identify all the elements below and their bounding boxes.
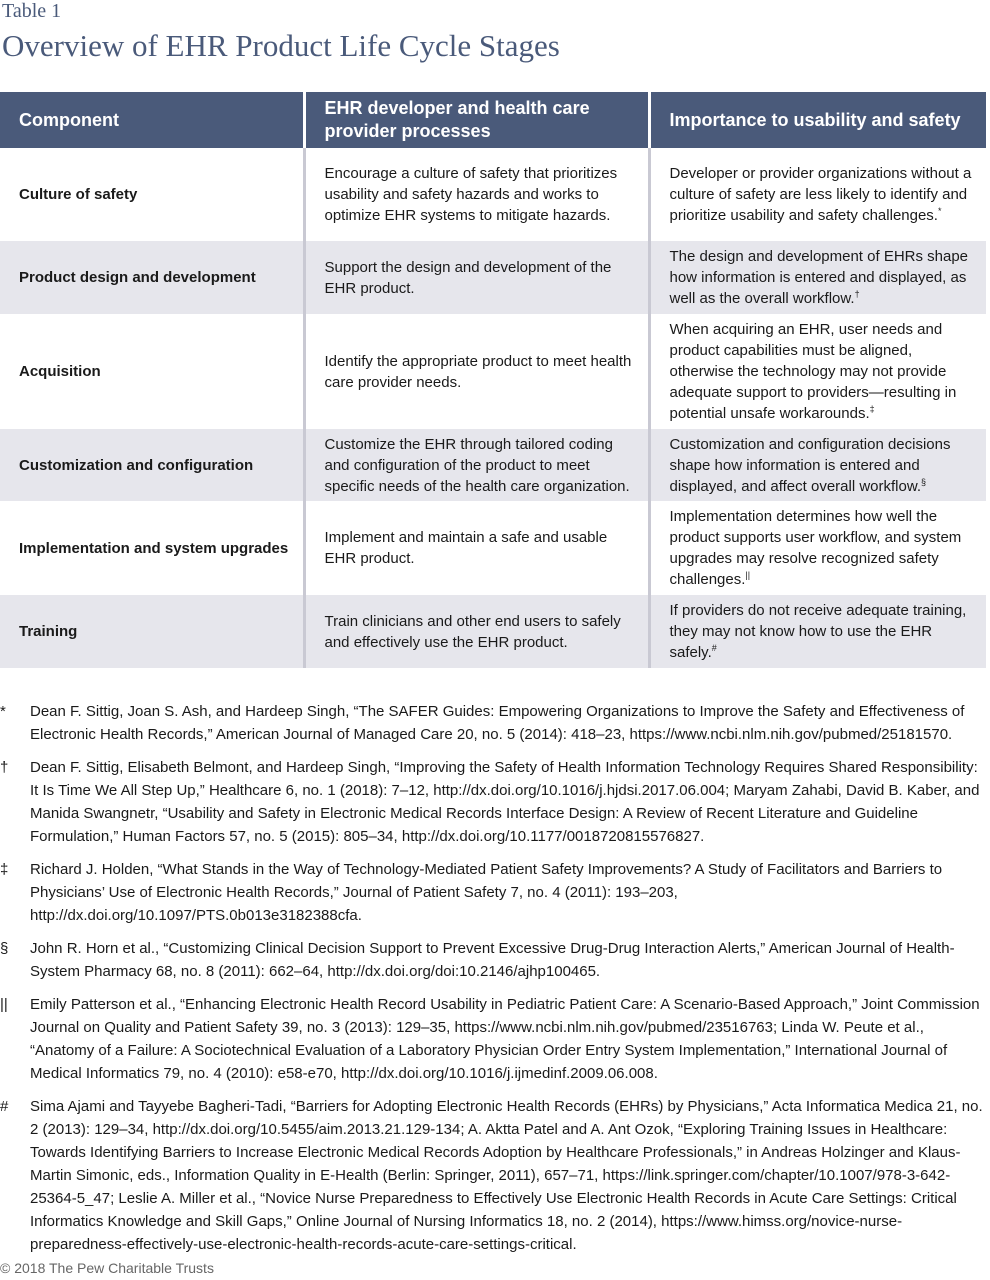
- row-process: Encourage a culture of safety that prioritizes usability and safety hazards and works to optimize EHR systems to mitigate hazards.: [304, 148, 649, 241]
- row-process: Customize the EHR through tailored coding and configuration of the product to meet specific needs of the health care organization.: [304, 429, 649, 501]
- row-process: Identify the appropriate product to meet health care provider needs.: [304, 314, 649, 429]
- table-row: [0, 241, 986, 314]
- footnote-text: John R. Horn et al., “Customizing Clinical Decision Support to Prevent Excessive Drug-Drug Interaction Alerts,” American Journal of Health-System Pharmacy 68, no. 8 (2011): 662–64, http://dx.doi.org/doi:10.2146/ajhp100465.: [30, 940, 955, 980]
- footnote-text: Emily Patterson et al., “Enhancing Electronic Health Record Usability in Pediatric Patient Care: A Scenario-Based Approach,” Joint Commission Journal on Quality and Patient Safety 39, no. 3 (2013): 129–35, https://www.ncbi.nlm.nih.gov/pubmed/23516763; Linda W. Peute et al., “Anatomy of a Failure: A Sociotechnical Evaluation of a Laboratory Physician Order Entry System Implementation,” International Journal of Medical Informatics 79, no. 4 (2010): e58-e70, http://dx.doi.org/10.1016/j.ijmedinf.2009.06.008.: [30, 996, 980, 1082]
- footnote-mark: §: [921, 476, 927, 487]
- row-process: Train clinicians and other end users to safely and effectively use the EHR product.: [304, 595, 649, 668]
- importance-text: The design and development of EHRs shape how information is entered and displayed, as well as the overall workflow.: [669, 248, 969, 307]
- footnote: [0, 700, 988, 746]
- importance-text: If providers do not receive adequate training, they may not know how to use the EHR safely.: [669, 602, 967, 661]
- footnote-text: Sima Ajami and Tayyebe Bagheri-Tadi, “Barriers for Adopting Electronic Health Records (EHRs) by Physicians,” Acta Informatica Medica 21, no. 2 (2013): 129–34, http://dx.doi.org/10.5455/aim.2013.21.129-134; A. Aktta Patel and A. Ant Ozok, “Exploring Training Issues in Healthcare: Towards Identifying Barriers to Increase Electronic Medical Records Adoption by Healthcare Professionals,” in Andreas Holzinger and Klaus-Martin Simonic, eds., Information Quality in E-Health (Berlin: Springer, 2011), 657–71, https://link.springer.com/chapter/10.1007/978-3-642-25364-5_47; Leslie A. Miller et al., “Novice Nurse Preparedness to Effectively Use Electronic Health Records in Acute Care Settings: Critical Informatics Knowledge and Skill Gaps,” Online Journal of Nursing Informatics 18, no. 2 (2014), https://www.himss.org/novice-nurse-preparedness-effectively-use-electronic-health-records-acute-care-settings-critical.: [30, 1098, 983, 1253]
- row-component: Customization and configuration: [0, 429, 304, 501]
- footnote-text: Dean F. Sittig, Elisabeth Belmont, and Hardeep Singh, “Improving the Safety of Health Information Technology Requires Shared Responsibility: It Is Time We All Step Up,” Healthcare 6, no. 1 (2018): 7–12, http://dx.doi.org/10.1016/j.hjdsi.2017.06.004; Maryam Zahabi, David B. Kaber, and Manida Swangnetr, “Usability and Safety in Electronic Medical Records Interface Design: A Review of Recent Literature and Guideline Formulation,” Human Factors 57, no. 5 (2015): 805–34, http://dx.doi.org/10.1177/0018720815576827.: [30, 759, 980, 845]
- footnote-text: Richard J. Holden, “What Stands in the Way of Technology-Mediated Patient Safety Improvements? A Study of Facilitators and Barriers to Physicians’ Use of Electronic Health Records,” Journal of Patient Safety 7, no. 4 (2011): 193–203, http://dx.doi.org/10.1097/PTS.0b013e3182388cfa.: [30, 861, 943, 924]
- importance-text: Customization and configuration decisions shape how information is entered and displayed, and affect overall workflow.: [669, 435, 951, 495]
- row-component: Culture of safety: [19, 186, 138, 203]
- footnote: [0, 937, 988, 983]
- footnote-symbol: *: [0, 703, 6, 720]
- table-row: [0, 314, 986, 429]
- importance-text: Developer or provider organizations without a culture of safety are less likely to identify and prioritize usability and safety challenges.: [669, 165, 972, 224]
- table-row: [0, 501, 986, 595]
- table-header-row: [0, 92, 986, 148]
- life-cycle-table: [0, 92, 986, 668]
- footnote: [0, 858, 988, 927]
- footnote-symbol: ‡: [0, 861, 9, 878]
- row-importance: [649, 314, 986, 429]
- importance-text: Implementation determines how well the product supports user workflow, and system upgrades may resolve recognized safety challenges.: [669, 508, 962, 588]
- row-component: Implementation and system upgrades: [19, 539, 289, 557]
- row-component: Training: [0, 595, 304, 668]
- importance-text: When acquiring an EHR, user needs and product capabilities must be aligned, otherwise the technology may not provide adequate support to providers—resulting in potential unsafe workarounds.: [669, 321, 957, 422]
- row-importance: [649, 595, 986, 668]
- footnote-mark: *: [937, 206, 942, 216]
- row-importance: [649, 241, 986, 314]
- footnote-mark: #: [711, 643, 717, 653]
- row-process: Support the design and development of the EHR product.: [304, 241, 649, 314]
- footnote: [0, 756, 988, 848]
- footnote-mark: ‡: [869, 404, 875, 414]
- row-importance: [649, 148, 986, 241]
- footnotes: [0, 700, 988, 1266]
- header-component: Component: [0, 92, 304, 148]
- header-processes: EHR developer and health care provider processes: [304, 92, 649, 148]
- header-importance: Importance to usability and safety: [649, 92, 986, 148]
- footnote: [0, 993, 988, 1085]
- footnote-symbol: †: [0, 759, 9, 776]
- footnote-text: Dean F. Sittig, Joan S. Ash, and Hardeep Singh, “The SAFER Guides: Empowering Organizations to Improve the Safety and Effectiveness of Electronic Health Records,” American Journal of Managed Care 20, no. 5 (2014): 418–23, https://www.ncbi.nlm.nih.gov/pubmed/25181570.: [30, 703, 965, 743]
- table-row: [0, 148, 986, 241]
- row-process: Implement and maintain a safe and usable EHR product.: [304, 501, 649, 595]
- footnote-mark: ||: [745, 570, 751, 580]
- table-label: Table 1: [2, 0, 62, 22]
- page-title: Overview of EHR Product Life Cycle Stages: [2, 28, 560, 63]
- table-row: [0, 595, 986, 668]
- copyright: © 2018 The Pew Charitable Trusts: [0, 1260, 214, 1276]
- table-row: [0, 429, 986, 501]
- footnote-symbol: #: [0, 1098, 9, 1115]
- row-importance: [649, 429, 986, 501]
- footnote-symbol: §: [0, 940, 9, 957]
- row-component: Acquisition: [19, 363, 101, 380]
- footnote-symbol: ||: [0, 996, 8, 1013]
- row-importance: [649, 501, 986, 595]
- footnote: [0, 1095, 988, 1256]
- row-component: Product design and development: [0, 241, 304, 314]
- footnote-mark: †: [854, 289, 860, 299]
